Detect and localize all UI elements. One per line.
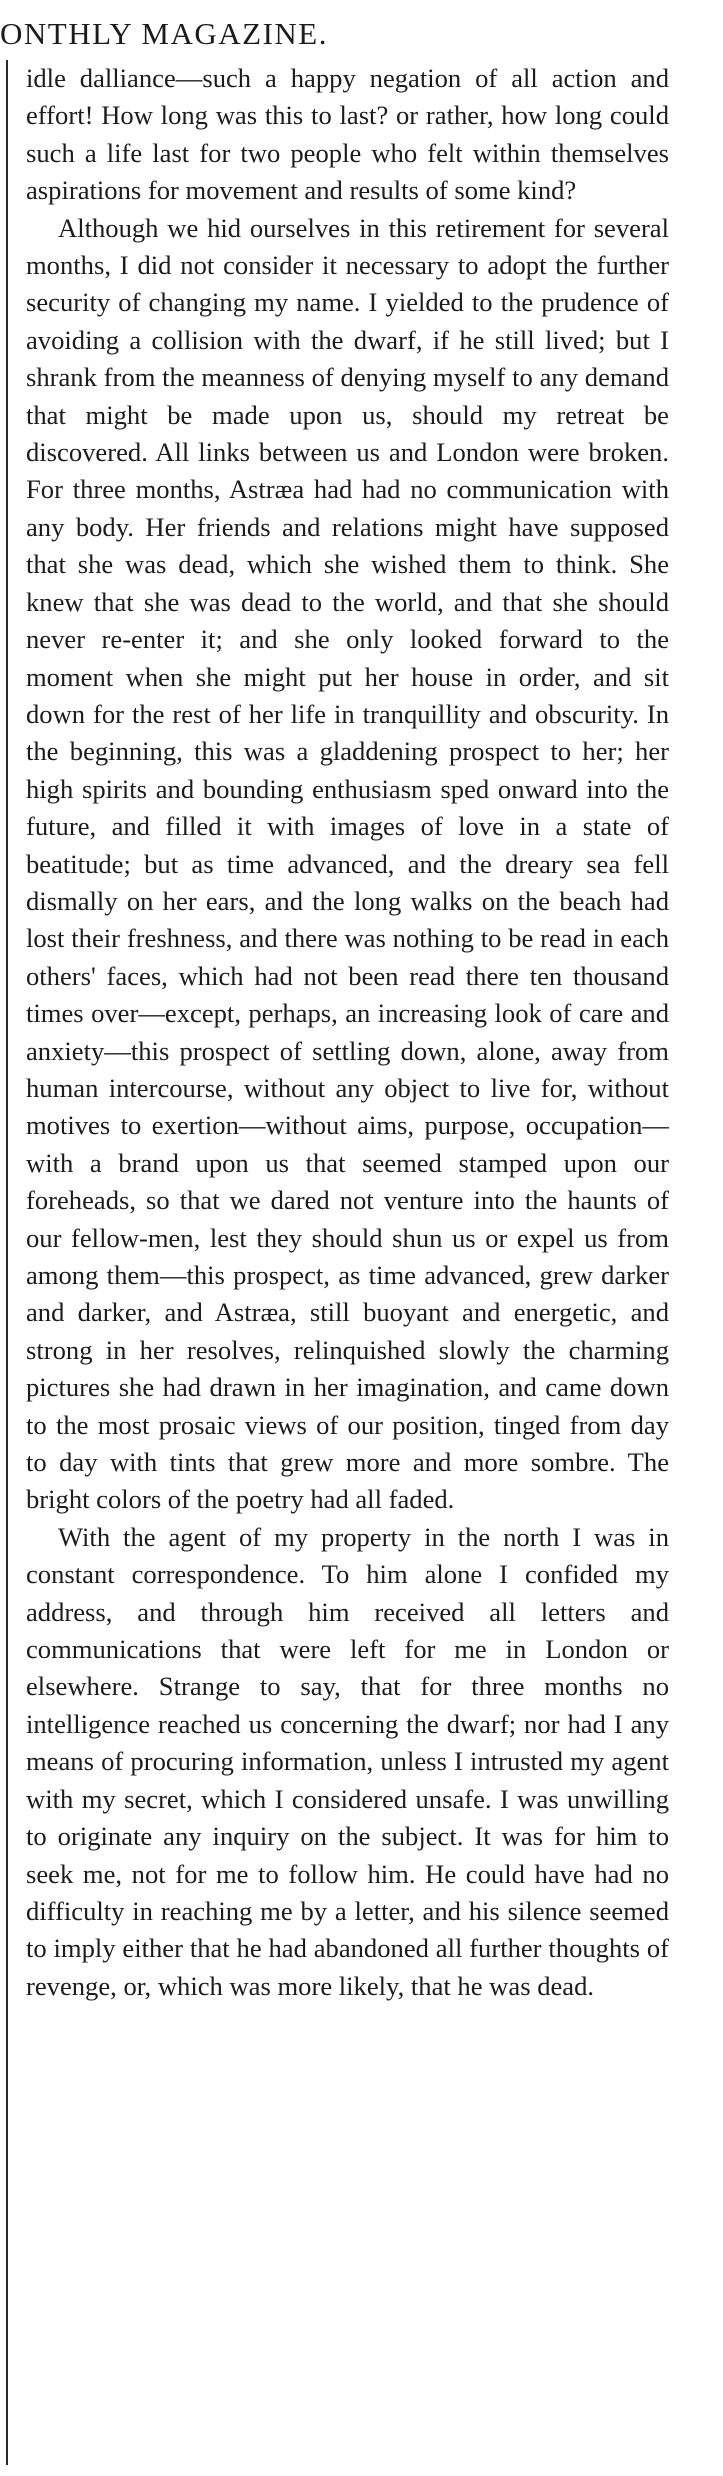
paragraph-retirement: Although we hid ourselves in this retirement for several months, I did not consider it necessary to adopt the further security of changing my name. I yielded to the prudence of avoiding a collision with the dwarf, if he still lived; but I shrank from the meanness of denying myself to any demand that might be made upon us, should my retreat be discovered. All links between us and London were broken. For three months, Astræa had had no communication with any body. Her friends and relations might have supposed that she was dead, which she wished them to think. She knew that she was dead to the world, and that she should never re-enter it; and she only looked forward to the moment when she might put her house in order, and sit down for the rest of her life in tranquillity and obscurity. In the beginning, this was a gladdening prospect to her; her high spirits and bounding enthusiasm sped onward into the future, and filled it with images of love in a state of beatitude; but as time advanced, and the dreary sea fell dismally on her ears, and the long walks on the beach had lost their freshness, and there was nothing to be read in each others' faces, which had not been read there ten thousand times over—except, perhaps, an increasing look of care and anxiety—this prospect of settling down, alone, away from human intercourse, without any object to live for, without motives to exertion—without aims, purpose, occupation—with a brand upon us that seemed stamped upon our foreheads, so that we dared not venture into the haunts of our fellow-men, lest they should shun us or expel us from among them—this prospect, as time advanced, grew darker and darker, and Astræa, still buoyant and energetic, and strong in her resolves, relinquished slowly the charming pictures she had drawn in her imagination, and came down to the most prosaic views of our position, tinged from day to day with tints that grew more and more sombre. The bright colors of the poetry had all faded. — [26, 212, 669, 1515]
running-title: ONTHLY MAGAZINE. — [0, 16, 328, 51]
text-column — [26, 60, 669, 2005]
paragraph-agent: With the agent of my property in the north I was in constant correspondence. To him alone I confided my address, and through him received all letters and communications that were left for me in London or elsewhere. Strange to say, that for three months no intelligence reached us concerning the dwarf; nor had I any means of procuring information, unless I intrusted my agent with my secret, which I considered unsafe. I was unwilling to originate any inquiry on the subject. It was for him to seek me, not for me to follow him. He could have had no difficulty in reaching me by a letter, and his silence seemed to imply either that he had abandoned all further thoughts of revenge, or, which was more likely, that he was dead. — [26, 1521, 669, 2001]
paragraph-continued: idle dalliance—such a happy negation of all action and effort! How long was this to last? or rather, how long could such a life last for two people who felt within themselves aspirations for movement and results of some kind? — [26, 63, 669, 206]
column-rule — [6, 60, 8, 2465]
